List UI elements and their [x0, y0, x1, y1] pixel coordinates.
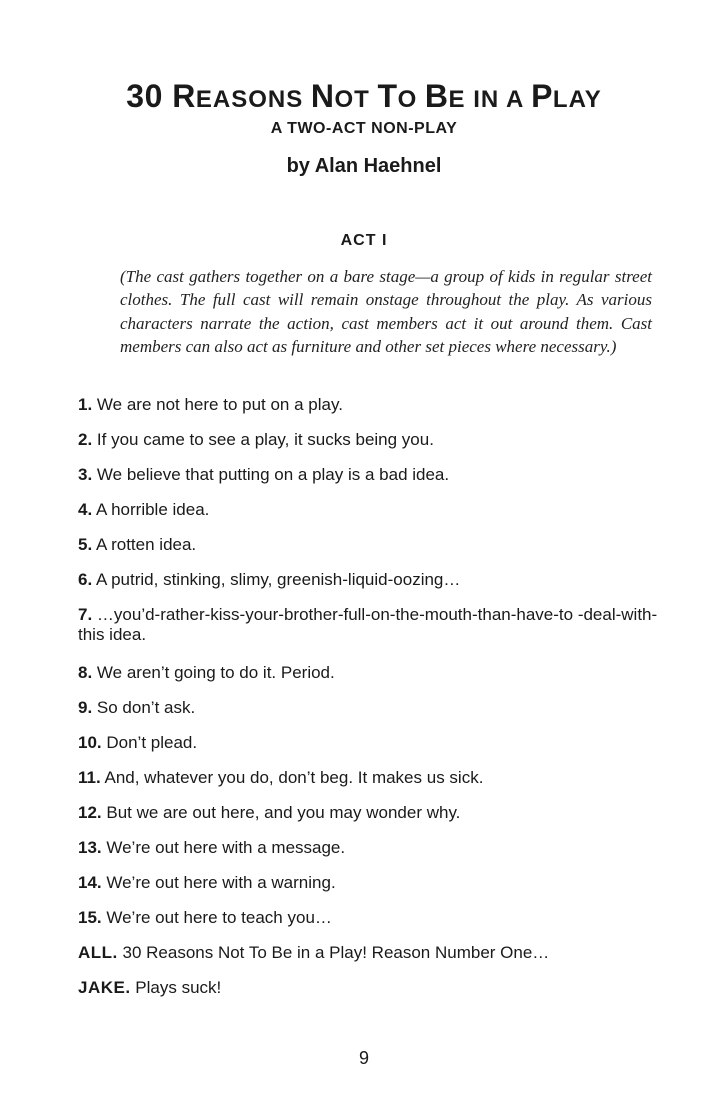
- line-number: 3.: [78, 465, 93, 484]
- title-part: BE IN A: [424, 78, 532, 114]
- play-title: [0, 78, 728, 115]
- speaker-name: JAKE.: [78, 978, 131, 997]
- numbered-line: [78, 535, 668, 570]
- line-number: 15.: [78, 908, 102, 927]
- line-text: We’re out here with a message.: [101, 838, 346, 857]
- line-text: If you came to see a play, it sucks being you.: [92, 430, 434, 449]
- line-text: 30 Reasons Not To Be in a Play! Reason Number One…: [117, 943, 550, 962]
- line-text: Plays suck!: [130, 978, 222, 997]
- numbered-line: [78, 873, 668, 908]
- line-number: 7.: [78, 605, 93, 624]
- numbered-line: [78, 465, 668, 500]
- line-number: 10.: [78, 733, 102, 752]
- stage-direction: (The cast gathers together on a bare stage—a group of kids in regular street clothes. The full cast will remain onstage throughout the play. As various characters narrate the action, cast members act it out around them. Cast members can also act as furniture and other set pieces where necessary.): [120, 267, 652, 357]
- line-number: 9.: [78, 698, 93, 717]
- numbered-line: [78, 395, 668, 430]
- line-text: A horrible idea.: [92, 500, 210, 519]
- line-number: 14.: [78, 873, 102, 892]
- line-number: 2.: [78, 430, 93, 449]
- speaker-line: [78, 978, 668, 1013]
- line-text: We are not here to put on a play.: [92, 395, 343, 414]
- page-number: 9: [358, 1048, 369, 1068]
- numbered-line: [78, 768, 668, 803]
- line-text: We believe that putting on a play is a bad idea.: [92, 465, 450, 484]
- line-number: 5.: [78, 535, 93, 554]
- numbered-line: [78, 605, 668, 663]
- numbered-line: [78, 500, 668, 535]
- line-text: And, whatever you do, don’t beg. It makes us sick.: [100, 768, 484, 787]
- line-text: We’re out here to teach you…: [101, 908, 332, 927]
- line-text: So don’t ask.: [92, 698, 196, 717]
- numbered-line: [78, 908, 668, 943]
- numbered-line: [78, 838, 668, 873]
- play-subtitle: A TWO-ACT NON-PLAY: [270, 120, 458, 137]
- title-part: 30: [126, 78, 173, 114]
- numbered-line: [78, 570, 668, 605]
- line-text: Don’t plead.: [101, 733, 198, 752]
- dialogue-list: [78, 395, 668, 1013]
- numbered-line: [78, 733, 668, 768]
- speaker-name: ALL.: [78, 943, 118, 962]
- line-text: We aren’t going to do it. Period.: [92, 663, 335, 682]
- title-part: PLAY: [531, 78, 602, 114]
- numbered-line: [78, 663, 668, 698]
- line-text: We’re out here with a warning.: [101, 873, 336, 892]
- line-number: 13.: [78, 838, 102, 857]
- line-number: 8.: [78, 663, 93, 682]
- author-byline: by Alan Haehnel: [286, 155, 442, 177]
- numbered-line: [78, 430, 668, 465]
- line-number: 12.: [78, 803, 102, 822]
- line-text: But we are out here, and you may wonder why.: [101, 803, 461, 822]
- line-text: A putrid, stinking, slimy, greenish-liquid-oozing…: [92, 570, 461, 589]
- title-part: REASONS: [172, 78, 311, 114]
- line-number: 6.: [78, 570, 93, 589]
- line-number: 11.: [78, 768, 101, 787]
- title-part: NOT: [310, 78, 378, 114]
- speaker-line: [78, 943, 668, 978]
- line-number: 4.: [78, 500, 93, 519]
- numbered-line: [78, 698, 668, 733]
- line-text: …you’d-rather-kiss-your-brother-full-on-the-mouth-than-have-to -deal-with-this idea.: [78, 605, 658, 644]
- line-text: A rotten idea.: [92, 535, 197, 554]
- line-number: 1.: [78, 395, 93, 414]
- numbered-line: [78, 803, 668, 838]
- act-heading: ACT I: [340, 232, 388, 249]
- title-part: TO: [377, 78, 425, 114]
